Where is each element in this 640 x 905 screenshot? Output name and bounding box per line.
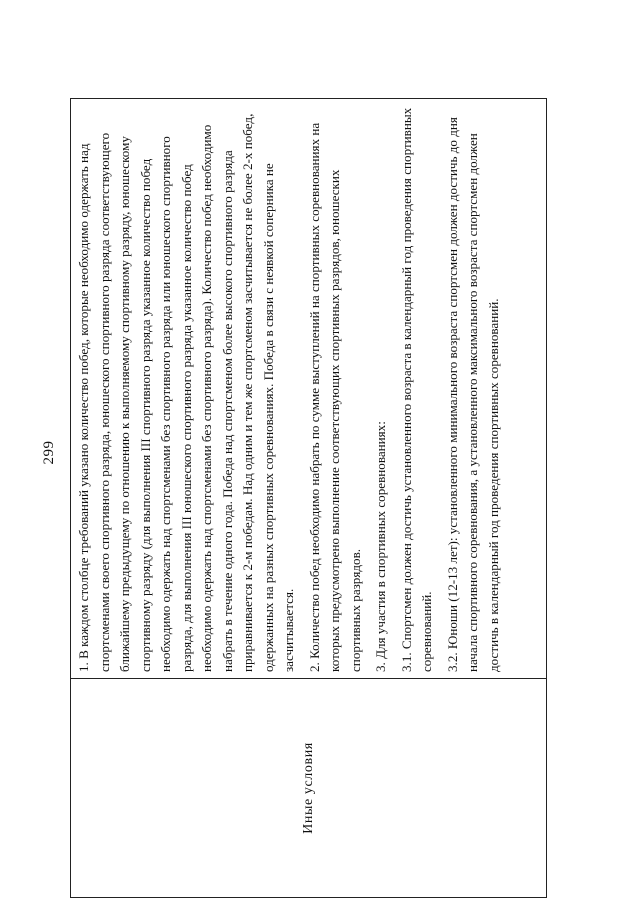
conditions-text-cell	[71, 99, 546, 678]
paragraph: 3.2. Юноши (12-13 лет): установленного минимального возраста спортсмен должен достичь до дня начала спортивного соревнования, а установленного максимального возраста спортсмен должен достичь в календарный год проведения спортивных соревнований.	[444, 117, 501, 672]
paragraph: 1. В каждом столбце требований указано количество побед, которые необходимо одержать над спортсменами своего спортивного разряда, юношеского спортивного разряда соответствующего ближайшему предыдущему по отношению к выполняемому спортивному разряду, юношескому спортивному разряду (для выполнения III спортивного разряда указанное количество побед необходимо одержать над спортсменами без спортивного разряда или юношеского спортивного разряда, для выполнения III юношеского спортивного разряда указанное количество побед необходимо одержать над спортсменами без спортивного разряда). Количество побед необходимо набрать в течение одного года. Победа над спортсменом более высокого спортивного разряда приравнивается к 2-м победам. Над одним и тем же спортсменом засчитывается не более 2-х побед, одержанных на разных спортивных соревнованиях. Победа в связи с неявкой соперника не засчитывается.	[76, 113, 296, 672]
paragraph: 2. Количество побед необходимо набрать по сумме выступлений на спортивных соревнованиях на которых предусмотрено выполнение соответствующих спортивных разрядов, юношеских спортивных разрядов.	[306, 122, 363, 672]
page-number: 299	[41, 440, 57, 465]
row-label-cell	[71, 678, 546, 897]
paragraph: 3. Для участия в спортивных соревнованиях:	[373, 421, 388, 672]
row-label: Иные условия	[300, 742, 316, 834]
conditions-table	[70, 98, 547, 898]
paragraph: 3.1. Спортсмен должен достичь установленного возраста в календарный год проведения спортивных соревнований.	[398, 107, 434, 672]
